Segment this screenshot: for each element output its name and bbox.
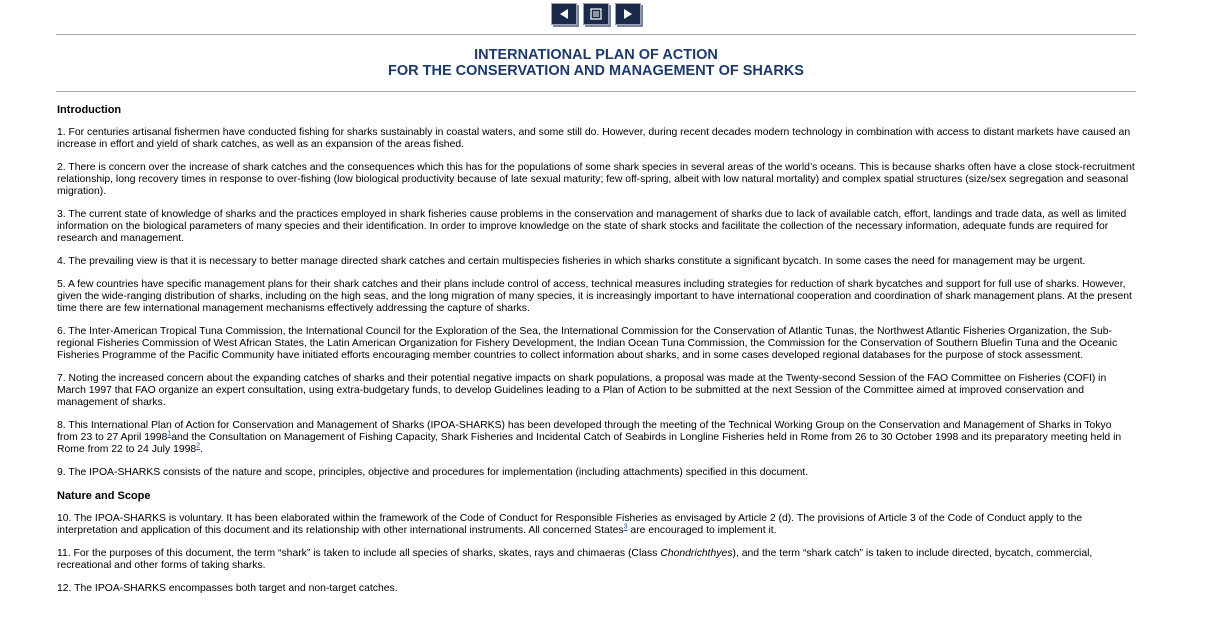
contents-button[interactable]	[583, 3, 609, 25]
section-heading-introduction: Introduction	[57, 104, 122, 116]
footnote-link-2[interactable]: 2	[196, 442, 201, 450]
top-divider	[56, 34, 1136, 35]
paragraph-7: 7. Noting the increased concern about the expanding catches of sharks and their potential negative impacts on shark populations, a proposal was made at the Twenty-second Session of the FAO Committee on Fisheries (COFI) in March 1997 that FAO organize an expert consultation, using extra-budgetary funds, to develop Guidelines leading to a Plan of Action to be submitted at the next Session of the Committee aimed at improved conservation and management of sharks.	[57, 373, 1107, 408]
paragraph-8-text-a: 8. This International Plan of Action for Conservation and Management of Sharks (IPOA-SHARKS) has been developed through the meeting of the Technical Working Group on the Conservation and Management of Sharks in Tokyo from 23 to 27 April 1998	[57, 420, 1112, 443]
paragraph-11-emphasis: Chondrichthyes	[660, 548, 733, 559]
paragraph-11-text-a: 11. For the purposes of this document, the term “shark” is taken to include all species of sharks, skates, rays and chimaeras (Class	[57, 548, 661, 559]
next-icon	[621, 8, 635, 20]
footnote-link-3[interactable]: 3	[623, 523, 628, 531]
title-line-1: INTERNATIONAL PLAN OF ACTION	[474, 47, 718, 63]
contents-icon	[589, 8, 603, 20]
title-divider	[56, 91, 1136, 92]
paragraph-2: 2. There is concern over the increase of shark catches and the consequences which this has for the populations of some shark species in several areas of the world’s oceans. This is because sharks often have a close stock-recruitment relationship, long recovery times in response to over-fishing (low biological productivity because of late sexual maturity; few off-spring, albeit with low natural mortality) and complex spatial structures (size/sex segregation and seasonal migration).	[57, 162, 1135, 197]
paragraph-8-text-c: .	[200, 444, 203, 455]
section-heading-nature-scope: Nature and Scope	[57, 490, 151, 502]
paragraph-8-text-b: and the Consultation on Management of Fishing Capacity, Shark Fisheries and Incidental Catch of Seabirds in Longline Fisheries held in Rome from 26 to 30 October 1998 and its preparatory meeting held in Rome from 22 to 24 July 1998	[57, 432, 1122, 455]
paragraph-11	[57, 548, 1135, 572]
paragraph-10-text-b: are encouraged to implement it.	[627, 525, 777, 536]
paragraph-9: 9. The IPOA-SHARKS consists of the nature and scope, principles, objective and procedures for implementation (including attachments) specified in this document.	[57, 467, 809, 478]
paragraph-5: 5. A few countries have specific management plans for their shark catches and their plans include control of access, technical measures including strategies for reduction of shark bycatches and support for full use of sharks. However, given the wide-ranging distribution of sharks, including on the high seas, and the long migration of many species, it is increasingly important to have international cooperation and coordination of shark management plans. At the present time there are few international management mechanisms effectively addressing the capture of sharks.	[57, 279, 1132, 314]
paragraph-10-text-a: 10. The IPOA-SHARKS is voluntary. It has been elaborated within the framework of the Code of Conduct for Responsible Fisheries as envisaged by Article 2 (d). The provisions of Article 3 of the Code of Conduct apply to the interpretation and application of this document and its relationship with other international instruments. All concerned States	[57, 513, 1083, 536]
paragraph-10	[57, 513, 1135, 537]
page-title	[56, 47, 1136, 79]
paragraph-4: 4. The prevailing view is that it is necessary to better manage directed shark catches and certain multispecies fisheries in which sharks constitute a significant bycatch. In some cases the need for management may be urgent.	[57, 256, 1086, 267]
paragraph-12: 12. The IPOA-SHARKS encompasses both target and non-target catches.	[57, 583, 398, 594]
paragraph-6: 6. The Inter-American Tropical Tuna Commission, the International Council for the Exploration of the Sea, the International Commission for the Conservation of Atlantic Tunas, the Northwest Atlantic Fisheries Organization, the Sub-regional Fisheries Commission of West African States, the Latin American Organization for Fishery Development, the Indian Ocean Tuna Commission, the Commission for the Conservation of Southern Bluefin Tuna and the Oceanic Fisheries Programme of the Pacific Community have initiated efforts encouraging member countries to collect information about sharks, and in some cases developed regional databases for the purpose of stock assessment.	[57, 326, 1118, 361]
previous-icon	[557, 8, 571, 20]
next-button[interactable]	[615, 3, 641, 25]
paragraph-1: 1. For centuries artisanal fishermen have conducted fishing for sharks sustainably in coastal waters, and some still do. However, during recent decades modern technology in combination with access to distant markets have caused an increase in effort and yield of shark catches, as well as an expansion of the areas fished.	[57, 127, 1131, 150]
navigation-bar	[551, 3, 641, 25]
paragraph-11-text-b: ), and the term “shark catch” is taken to include directed, bycatch, commercial, recreational and other forms of taking sharks.	[57, 548, 1093, 571]
previous-button[interactable]	[551, 3, 577, 25]
footnote-link-1[interactable]: 1	[167, 430, 172, 438]
title-line-2: FOR THE CONSERVATION AND MANAGEMENT OF SHARKS	[388, 63, 804, 79]
paragraph-8	[57, 420, 1135, 456]
paragraph-3: 3. The current state of knowledge of sharks and the practices employed in shark fisheries cause problems in the conservation and management of sharks due to lack of available catch, effort, landings and trade data, as well as limited information on the biological parameters of many species and their identification. In order to improve knowledge on the state of shark stocks and facilitate the collection of the necessary information, adequate funds are required for research and management.	[57, 209, 1127, 244]
document-body	[57, 104, 1135, 606]
